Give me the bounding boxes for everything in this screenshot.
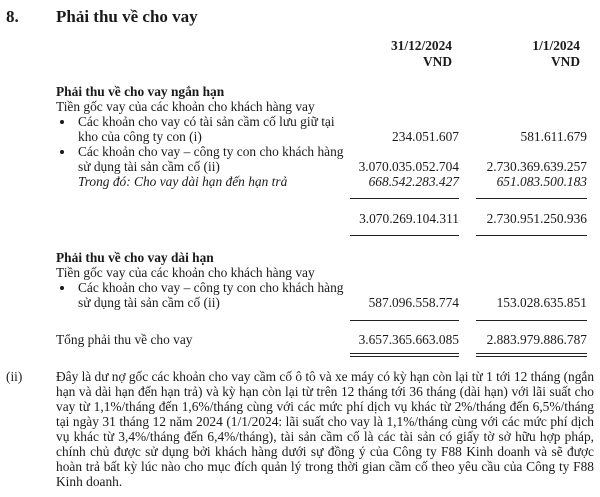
subtotal-rule-1 [350, 198, 459, 199]
subtotal-rule-bottom-1 [350, 235, 459, 236]
column-header-unit-2: VND [550, 54, 580, 69]
short-term-item1-label-line2: kho của công ty con (i) [78, 129, 202, 144]
footnote-line: chính chủ được sử dụng bởi khách hàng dưới sự đồng ý của Công ty F88 Kinh doanh và sẽ được [56, 444, 594, 459]
short-term-item2-label-line2: sử dụng tài sản cầm cố (ii) [78, 159, 220, 174]
bullet-icon [60, 150, 64, 154]
short-term-item2-value-1: 3.070.035.052.704 [358, 159, 459, 174]
total-double-rule-2a [476, 353, 587, 354]
total-rule-top-2 [476, 320, 587, 321]
long-term-item1-value-2: 153.028.635.851 [496, 295, 587, 310]
footnote-line: tại ngày 31 tháng 12 năm 2024 (1/1/2024: lãi suất cho vay là 1,1%/tháng cùng với các mức phí dịch [56, 414, 594, 429]
short-term-note-value-2: 651.083.500.183 [496, 174, 587, 189]
grand-total-value-1: 3.657.365.663.085 [358, 332, 459, 347]
footnote-marker: (ii) [6, 369, 23, 384]
footnote-line: hoàn trả bất kỳ lúc nào cho mục đích quản lý trong thời gian cầm cố theo yêu cầu của Công ty F88 [56, 459, 594, 474]
long-term-item1-value-1: 587.096.558.774 [368, 295, 459, 310]
total-double-rule-1b [350, 356, 459, 357]
long-term-item1-label-line1: Các khoản cho vay – công ty con cho khách hàng [78, 280, 344, 295]
short-term-item1-value-2: 581.611.679 [520, 129, 587, 144]
short-term-note-label: Trong đó: Cho vay dài hạn đến hạn trả [78, 174, 288, 189]
short-term-subheading: Tiền gốc vay của các khoản cho khách hàng vay [56, 99, 315, 114]
column-header-date-2: 1/1/2024 [532, 38, 580, 53]
long-term-item1-label-line2: sử dụng tài sản cầm cố (ii) [78, 295, 220, 310]
short-term-item2-label-line1: Các khoản cho vay – công ty con cho khách hàng [78, 144, 344, 159]
subtotal-rule-2 [476, 198, 587, 199]
total-double-rule-1a [350, 353, 459, 354]
short-term-total-2: 2.730.951.250.936 [486, 211, 587, 226]
short-term-heading: Phải thu về cho vay ngắn hạn [56, 84, 225, 99]
footnote-line: hạn và dài hạn đến hạn trả) và kỳ hạn còn lại từ trên 12 tháng tới 36 tháng (dài hạn) với lãi suất cho [56, 384, 594, 399]
long-term-heading: Phải thu về cho vay dài hạn [56, 250, 214, 265]
short-term-item1-value-1: 234.051.607 [392, 129, 459, 144]
total-double-rule-2b [476, 356, 587, 357]
bullet-icon [60, 286, 64, 290]
bullet-icon [60, 120, 64, 124]
short-term-item2-value-2: 2.730.369.639.257 [486, 159, 587, 174]
short-term-item1-label-line1: Các khoản cho vay có tài sản cầm cố lưu giữ tại [78, 114, 335, 129]
section-number: 8. [6, 7, 19, 26]
section-title: Phải thu về cho vay [56, 7, 198, 26]
grand-total-label: Tổng phải thu về cho vay [56, 332, 193, 347]
column-header-unit-1: VND [422, 54, 452, 69]
footnote-line: vụ khác từ 3,4%/tháng đến 6,4%/tháng), tài sản cầm cố là các tài sản có giấy tờ sở hữu hợp pháp, [56, 429, 594, 444]
footnote-line: vay từ 1,1%/tháng đến 1,6%/tháng cùng với các mức phí dịch vụ khác từ 2%/tháng đến 6,5%/tháng [56, 399, 594, 414]
short-term-note-value-1: 668.542.283.427 [368, 174, 459, 189]
short-term-total-1: 3.070.269.104.311 [359, 211, 459, 226]
total-rule-top-1 [350, 320, 459, 321]
column-header-date-1: 31/12/2024 [390, 38, 452, 53]
footnote-line: Kinh doanh. [56, 474, 123, 489]
subtotal-rule-bottom-2 [476, 235, 587, 236]
grand-total-value-2: 2.883.979.886.787 [486, 332, 587, 347]
long-term-subheading: Tiền gốc vay của các khoản cho khách hàng vay [56, 265, 315, 280]
footnote-line: Đây là dư nợ gốc các khoản cho vay cầm cố ô tô và xe máy có kỳ hạn còn lại từ 1 tới 12 tháng (ngắn [56, 369, 594, 384]
